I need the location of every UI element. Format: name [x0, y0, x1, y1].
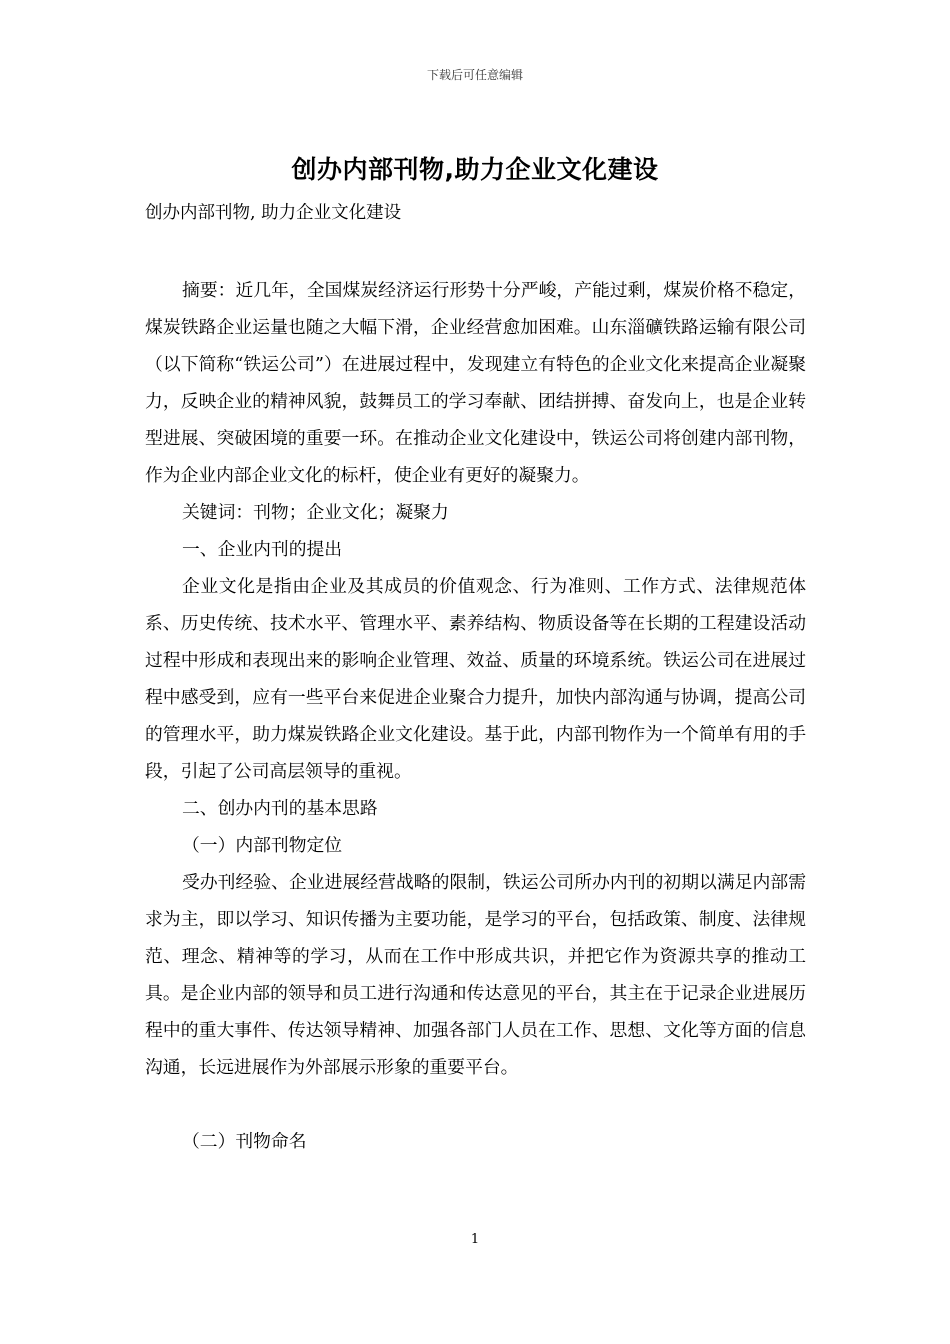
- abstract-paragraph: 摘要：近几年，全国煤炭经济运行形势十分严峻，产能过剩，煤炭价格不稳定，煤炭铁路企业运量也随之大幅下滑，企业经营愈加困难。山东淄礦铁路运输有限公司（以下简称“铁运公司”）在进展过程中，发现建立有特色的企业文化来提高企业凝聚力，反映企业的精神风貌，鼓舞员工的学习奉献、团结拼搏、奋发向上，也是企业转型进展、突破困境的重要一环。在推动企业文化建设中，铁运公司将创建内部刊物，作为企业内部企业文化的标杆，使企业有更好的凝聚力。: [145, 280, 806, 486]
- subsection-heading-1: （一）内部刊物定位: [182, 835, 343, 856]
- document-body: [145, 272, 806, 1160]
- section-1-paragraph: 企业文化是指由企业及其成员的价值观念、行为准则、工作方式、法律规范体系、历史传统、技术水平、管理水平、素养结构、物质设备等在长期的工程建设活动过程中形成和表现出来的影响企业管理、效益、质量的环境系统。铁运公司在进展过程中感受到，应有一些平台来促进企业聚合力提升，加快内部沟通与协调，提高公司的管理水平，助力煤炭铁路企业文化建设。基于此，内部刊物作为一个简单有用的手段，引起了公司高层领导的重视。: [145, 576, 806, 782]
- subsection-1-paragraph: 受办刊经验、企业进展经营战略的限制，铁运公司所办内刊的初期以满足内部需求为主，即以学习、知识传播为主要功能，是学习的平台，包括政策、制度、法律规范、理念、精神等的学习，从而在工作中形成共识，并把它作为资源共享的推动工具。是企业内部的领导和员工进行沟通和传达意见的平台，其主在于记录企业进展历程中的重大事件、传达领导精神、加强各部门人员在工作、思想、文化等方面的信息沟通，长远进展作为外部展示形象的重要平台。: [145, 872, 806, 1078]
- document-title: 创办内部刊物,助力企业文化建设: [291, 155, 659, 184]
- document-subtitle: 创办内部刊物, 助力企业文化建设: [145, 203, 402, 223]
- paragraph-gap: [145, 1086, 806, 1123]
- page-number: 1: [470, 1232, 480, 1247]
- page-header-note: 下载后可任意编辑: [426, 68, 523, 82]
- keywords-line: 关键词：刊物；企业文化；凝聚力: [182, 502, 449, 523]
- section-heading-2: 二、创办内刊的基本思路: [182, 798, 378, 819]
- subsection-heading-2: （二）刊物命名: [182, 1131, 307, 1152]
- section-heading-1: 一、企业内刊的提出: [182, 539, 343, 560]
